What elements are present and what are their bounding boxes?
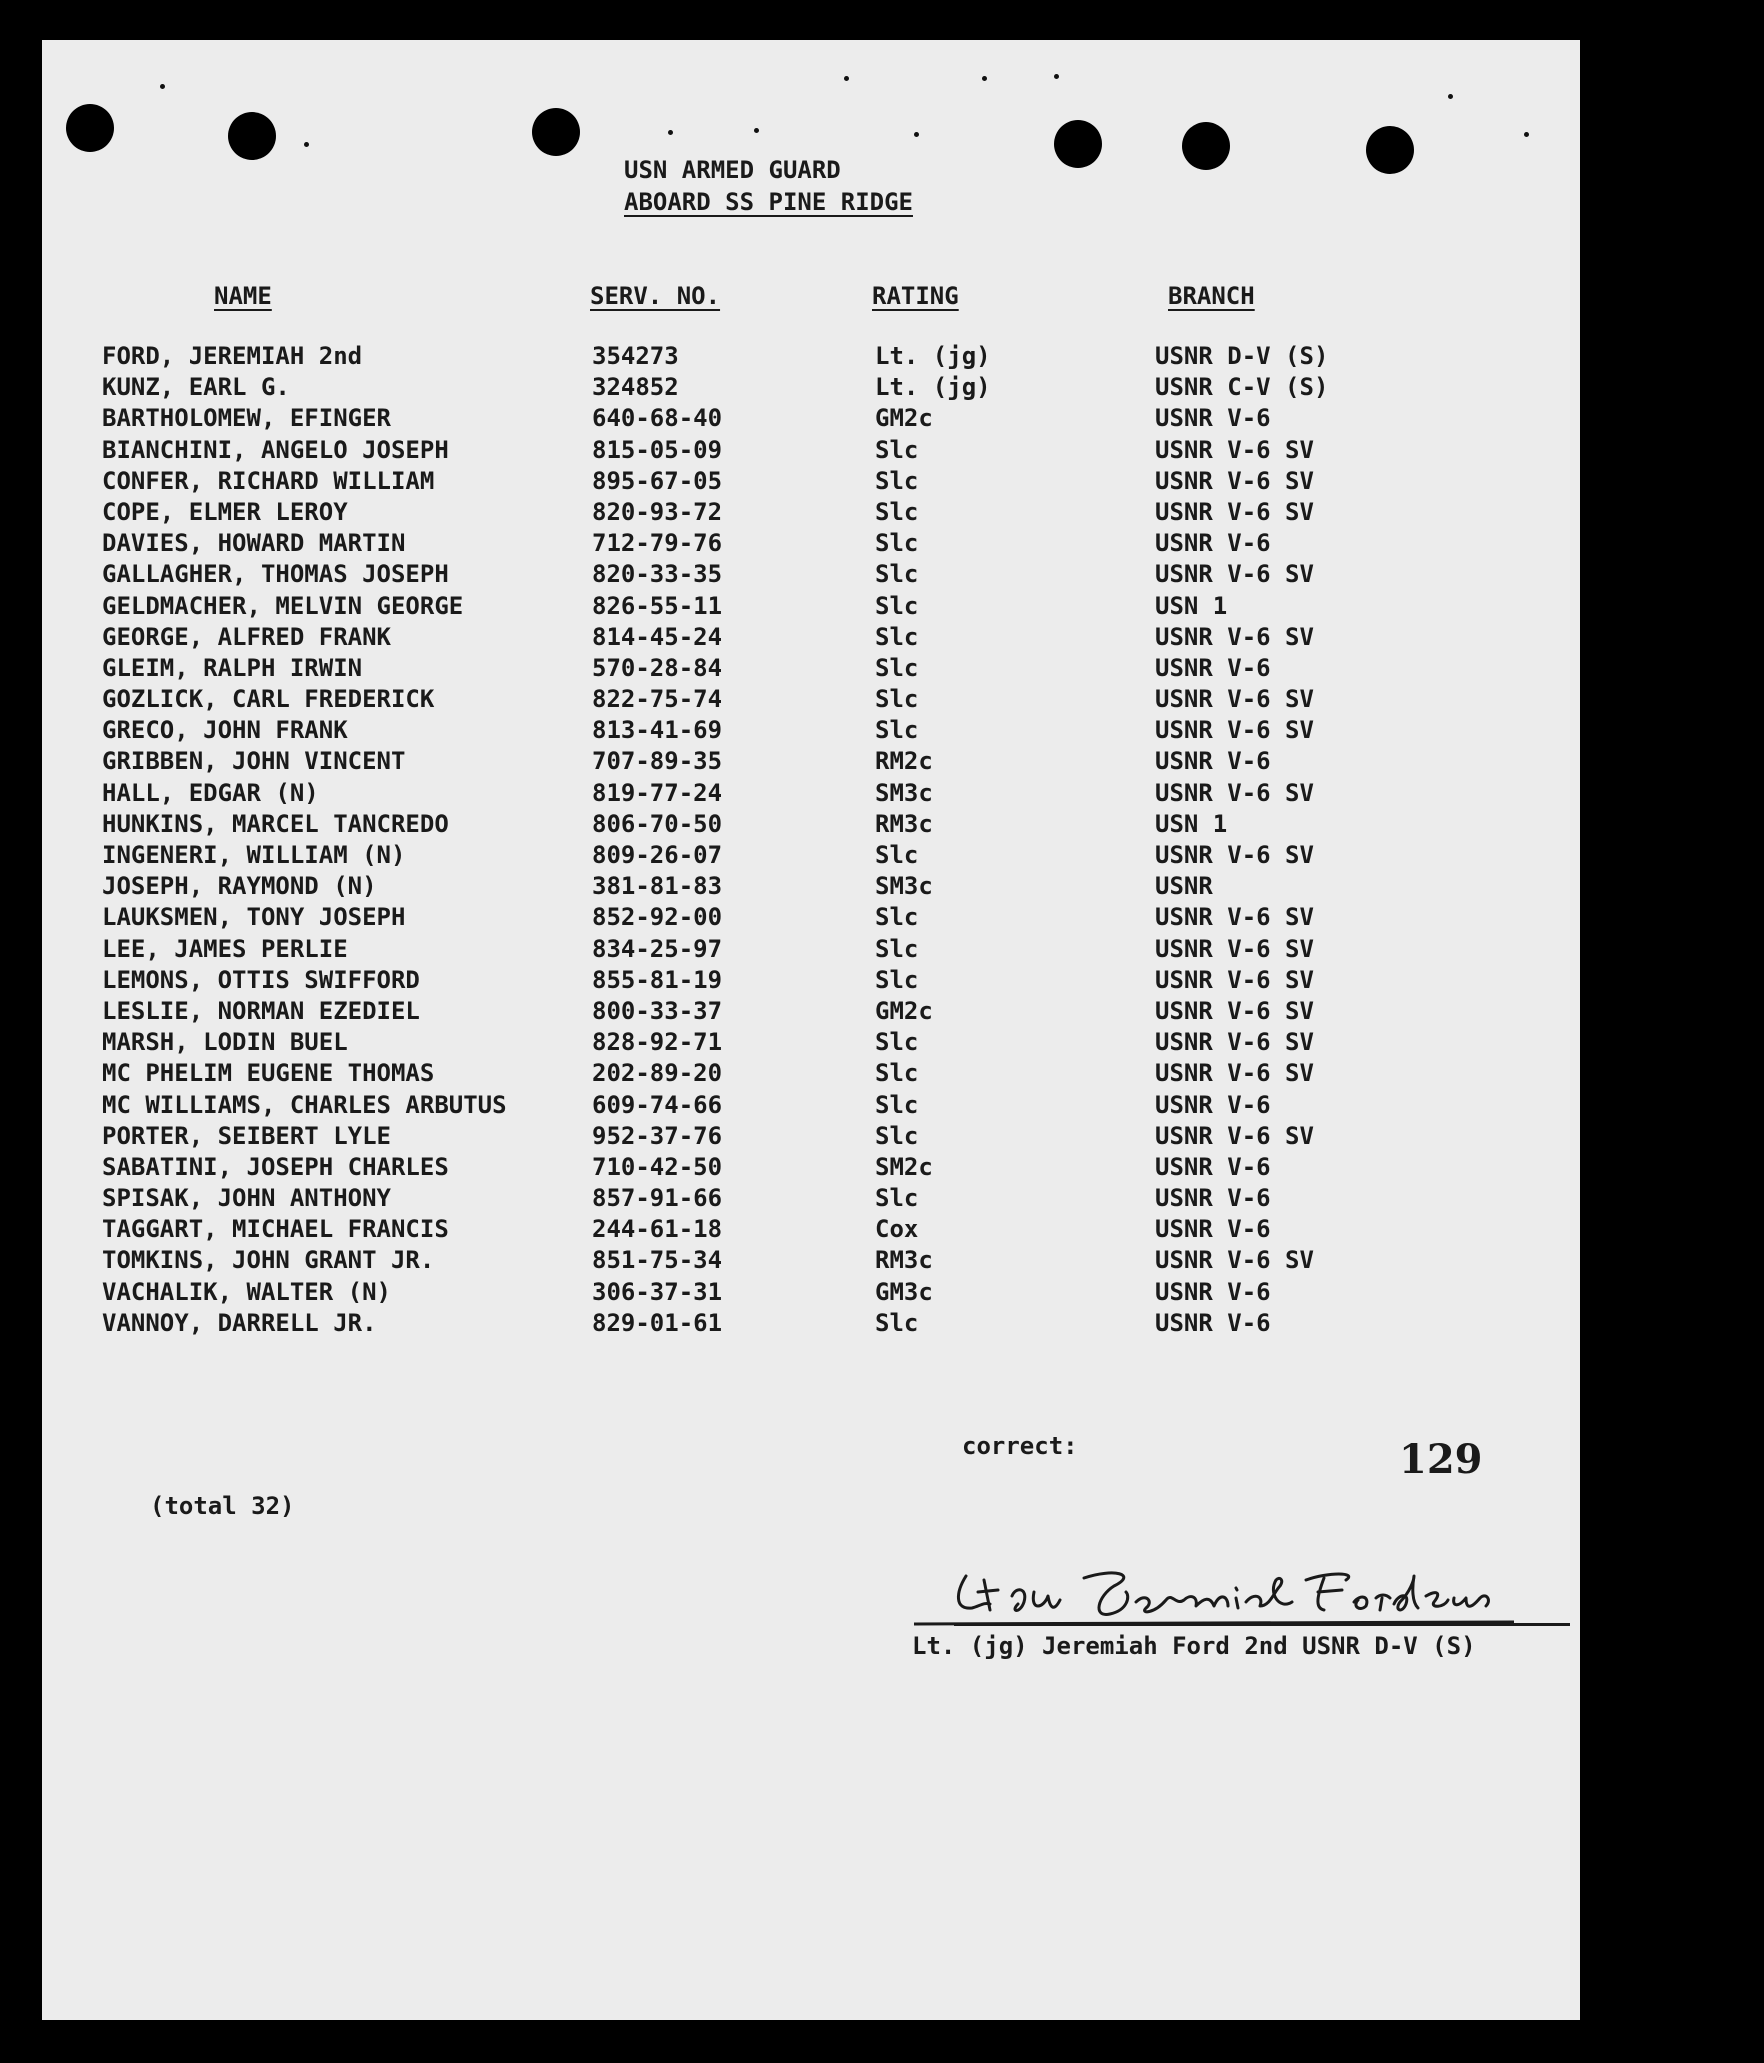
table-row [102, 810, 1382, 841]
crew-name: LEMONS, OTTIS SWIFFORD [102, 965, 420, 994]
branch: USNR C-V (S) [1155, 373, 1329, 402]
speck [914, 132, 919, 137]
speck [1524, 132, 1529, 137]
branch: USNR V-6 [1155, 653, 1271, 682]
table-row [102, 1215, 1382, 1246]
crew-name: SPISAK, JOHN ANTHONY [102, 1184, 391, 1213]
crew-name: LESLIE, NORMAN EZEDIEL [102, 996, 420, 1025]
rating: RM3c [875, 809, 933, 838]
rating: Lt. (jg) [875, 373, 991, 402]
table-row [102, 1309, 1382, 1340]
crew-name: LAUKSMEN, TONY JOSEPH [102, 903, 406, 932]
table-row [102, 1028, 1382, 1059]
rating: Slc [875, 466, 919, 495]
service-number: 806-70-50 [592, 809, 723, 838]
service-number: 895-67-05 [592, 466, 723, 495]
table-row [102, 685, 1382, 716]
column-header-rating: RATING [872, 282, 959, 310]
service-number: 800-33-37 [592, 996, 723, 1025]
speck [668, 130, 673, 135]
table-row [102, 592, 1382, 623]
speck [844, 76, 849, 81]
rating: Slc [875, 685, 919, 714]
crew-name: GALLAGHER, THOMAS JOSEPH [102, 560, 449, 589]
column-header-name: NAME [214, 282, 272, 310]
crew-name: JOSEPH, RAYMOND (N) [102, 872, 377, 901]
roster-table [102, 342, 1382, 1340]
speck [1054, 74, 1059, 79]
service-number: 809-26-07 [592, 841, 723, 869]
rating: Slc [875, 653, 919, 682]
punch-hole [1054, 120, 1102, 168]
table-row [102, 747, 1382, 778]
crew-name: PORTER, SEIBERT LYLE [102, 1121, 391, 1150]
crew-name: BIANCHINI, ANGELO JOSEPH [102, 435, 449, 464]
service-number: 820-33-35 [592, 560, 723, 589]
document-page [42, 40, 1580, 2020]
table-row [102, 373, 1382, 404]
crew-name: KUNZ, EARL G. [102, 373, 290, 402]
branch: USNR V-6 [1155, 1152, 1271, 1181]
speck [304, 142, 309, 147]
correct-label: correct: [962, 1432, 1078, 1460]
crew-name: VACHALIK, WALTER (N) [102, 1277, 391, 1306]
speck [160, 84, 165, 89]
crew-name: MARSH, LODIN BUEL [102, 1028, 348, 1057]
service-number: 822-75-74 [592, 685, 723, 714]
table-row [102, 872, 1382, 903]
rating: SM2c [875, 1152, 933, 1181]
service-number: 354273 [592, 342, 679, 370]
service-number: 324852 [592, 373, 679, 402]
branch: USNR V-6 SV [1155, 965, 1314, 994]
crew-name: DAVIES, HOWARD MARTIN [102, 529, 406, 558]
service-number: 712-79-76 [592, 529, 723, 558]
branch: USNR V-6 SV [1155, 466, 1314, 495]
table-row [102, 997, 1382, 1028]
punch-hole [66, 104, 114, 152]
rating: Slc [875, 529, 919, 558]
document-title: USN ARMED GUARD [624, 156, 841, 184]
speck [1448, 94, 1453, 99]
table-row [102, 779, 1382, 810]
crew-name: CONFER, RICHARD WILLIAM [102, 466, 435, 495]
service-number: 815-05-09 [592, 435, 723, 464]
table-row [102, 498, 1382, 529]
branch: USNR V-6 SV [1155, 497, 1314, 526]
punch-hole [1182, 122, 1230, 170]
rating: GM3c [875, 1277, 933, 1306]
branch: USNR V-6 [1155, 1215, 1271, 1244]
branch: USNR D-V (S) [1155, 342, 1329, 370]
service-number: 852-92-00 [592, 903, 723, 932]
table-row [102, 1153, 1382, 1184]
branch: USN 1 [1155, 591, 1228, 620]
signature-line [954, 1623, 1570, 1626]
crew-name: GLEIM, RALPH IRWIN [102, 653, 363, 682]
rating: RM2c [875, 747, 933, 776]
rating: Slc [875, 1028, 919, 1057]
crew-name: HALL, EDGAR (N) [102, 778, 319, 807]
branch: USNR V-6 SV [1155, 622, 1314, 651]
crew-name: GEORGE, ALFRED FRANK [102, 622, 391, 651]
service-number: 202-89-20 [592, 1059, 723, 1088]
rating: SM3c [875, 778, 933, 807]
crew-name: TOMKINS, JOHN GRANT JR. [102, 1246, 435, 1275]
table-row [102, 935, 1382, 966]
branch: USNR V-6 SV [1155, 778, 1314, 807]
service-number: 826-55-11 [592, 591, 723, 620]
service-number: 640-68-40 [592, 404, 723, 433]
table-row [102, 654, 1382, 685]
speck [754, 128, 759, 133]
crew-name: GELDMACHER, MELVIN GEORGE [102, 591, 464, 620]
table-row [102, 342, 1382, 373]
crew-name: VANNOY, DARRELL JR. [102, 1308, 377, 1337]
rating: Slc [875, 1090, 919, 1119]
table-row [102, 1059, 1382, 1090]
crew-name: GOZLICK, CARL FREDERICK [102, 685, 435, 714]
branch: USNR V-6 [1155, 1090, 1271, 1119]
branch: USNR V-6 SV [1155, 716, 1314, 745]
branch: USNR V-6 SV [1155, 685, 1314, 714]
service-number: 244-61-18 [592, 1215, 723, 1244]
branch: USNR V-6 SV [1155, 934, 1314, 963]
crew-name: MC PHELIM EUGENE THOMAS [102, 1059, 435, 1088]
rating: Lt. (jg) [875, 342, 991, 370]
rating: GM2c [875, 996, 933, 1025]
table-row [102, 1184, 1382, 1215]
branch: USNR V-6 SV [1155, 1246, 1314, 1275]
crew-name: FORD, JEREMIAH 2nd [102, 342, 363, 370]
service-number: 814-45-24 [592, 622, 723, 651]
rating: Slc [875, 1184, 919, 1213]
service-number: 828-92-71 [592, 1028, 723, 1057]
branch: USNR V-6 [1155, 529, 1271, 558]
rating: GM2c [875, 404, 933, 433]
service-number: 952-37-76 [592, 1121, 723, 1150]
document-subtitle: ABOARD SS PINE RIDGE [624, 188, 913, 216]
service-number: 819-77-24 [592, 778, 723, 807]
table-row [102, 903, 1382, 934]
table-row [102, 1278, 1382, 1309]
service-number: 820-93-72 [592, 497, 723, 526]
page-number: 129 [1399, 1436, 1483, 1483]
rating: Slc [875, 934, 919, 963]
branch: USN 1 [1155, 809, 1228, 838]
rating: Slc [875, 1121, 919, 1150]
service-number: 857-91-66 [592, 1184, 723, 1213]
table-row [102, 467, 1382, 498]
crew-name: SABATINI, JOSEPH CHARLES [102, 1152, 449, 1181]
table-row [102, 716, 1382, 747]
branch: USNR V-6 [1155, 1308, 1271, 1337]
rating: Cox [875, 1215, 919, 1244]
service-number: 707-89-35 [592, 747, 723, 776]
branch: USNR V-6 SV [1155, 435, 1314, 464]
service-number: 381-81-83 [592, 872, 723, 901]
rating: Slc [875, 497, 919, 526]
branch: USNR V-6 SV [1155, 1121, 1314, 1150]
punch-hole [228, 112, 276, 160]
punch-hole [1366, 126, 1414, 174]
rating: Slc [875, 903, 919, 932]
service-number: 834-25-97 [592, 934, 723, 963]
branch: USNR V-6 SV [1155, 560, 1314, 589]
punch-hole [532, 108, 580, 156]
branch: USNR V-6 [1155, 1184, 1271, 1213]
crew-name: HUNKINS, MARCEL TANCREDO [102, 809, 449, 838]
service-number: 813-41-69 [592, 716, 723, 745]
service-number: 710-42-50 [592, 1152, 723, 1181]
table-row [102, 841, 1382, 872]
crew-name: LEE, JAMES PERLIE [102, 934, 348, 963]
branch: USNR [1155, 872, 1213, 901]
rating: SM3c [875, 872, 933, 901]
column-header-branch: BRANCH [1168, 282, 1255, 310]
speck [982, 76, 987, 81]
rating: Slc [875, 1059, 919, 1088]
table-row [102, 623, 1382, 654]
service-number: 855-81-19 [592, 965, 723, 994]
crew-name: BARTHOLOMEW, EFINGER [102, 404, 391, 433]
branch: USNR V-6 SV [1155, 903, 1314, 932]
handwritten-signature [914, 1562, 1514, 1632]
service-number: 570-28-84 [592, 653, 723, 682]
table-row [102, 436, 1382, 467]
rating: Slc [875, 560, 919, 589]
rating: Slc [875, 591, 919, 620]
service-number: 306-37-31 [592, 1277, 723, 1306]
crew-name: COPE, ELMER LEROY [102, 497, 348, 526]
crew-name: MC WILLIAMS, CHARLES ARBUTUS [102, 1090, 507, 1119]
table-row [102, 966, 1382, 997]
branch: USNR V-6 [1155, 747, 1271, 776]
branch: USNR V-6 SV [1155, 841, 1314, 869]
crew-name: GRECO, JOHN FRANK [102, 716, 348, 745]
typed-signature: Lt. (jg) Jeremiah Ford 2nd USNR D-V (S) [912, 1632, 1476, 1660]
table-row [102, 560, 1382, 591]
table-row [102, 1246, 1382, 1277]
table-row [102, 404, 1382, 435]
rating: Slc [875, 716, 919, 745]
branch: USNR V-6 [1155, 1277, 1271, 1306]
column-header-serv-no: SERV. NO. [590, 282, 721, 310]
rating: Slc [875, 965, 919, 994]
crew-name: TAGGART, MICHAEL FRANCIS [102, 1215, 449, 1244]
rating: Slc [875, 841, 919, 869]
table-row [102, 1122, 1382, 1153]
rating: Slc [875, 435, 919, 464]
branch: USNR V-6 SV [1155, 1028, 1314, 1057]
crew-name: INGENERI, WILLIAM (N) [102, 841, 406, 869]
rating: Slc [875, 1308, 919, 1337]
branch: USNR V-6 SV [1155, 1059, 1314, 1088]
crew-name: GRIBBEN, JOHN VINCENT [102, 747, 406, 776]
rating: Slc [875, 622, 919, 651]
branch: USNR V-6 SV [1155, 996, 1314, 1025]
table-row [102, 1091, 1382, 1122]
branch: USNR V-6 [1155, 404, 1271, 433]
service-number: 609-74-66 [592, 1090, 723, 1119]
service-number: 851-75-34 [592, 1246, 723, 1275]
service-number: 829-01-61 [592, 1308, 723, 1337]
total-note: (total 32) [150, 1492, 295, 1520]
table-row [102, 529, 1382, 560]
rating: RM3c [875, 1246, 933, 1275]
